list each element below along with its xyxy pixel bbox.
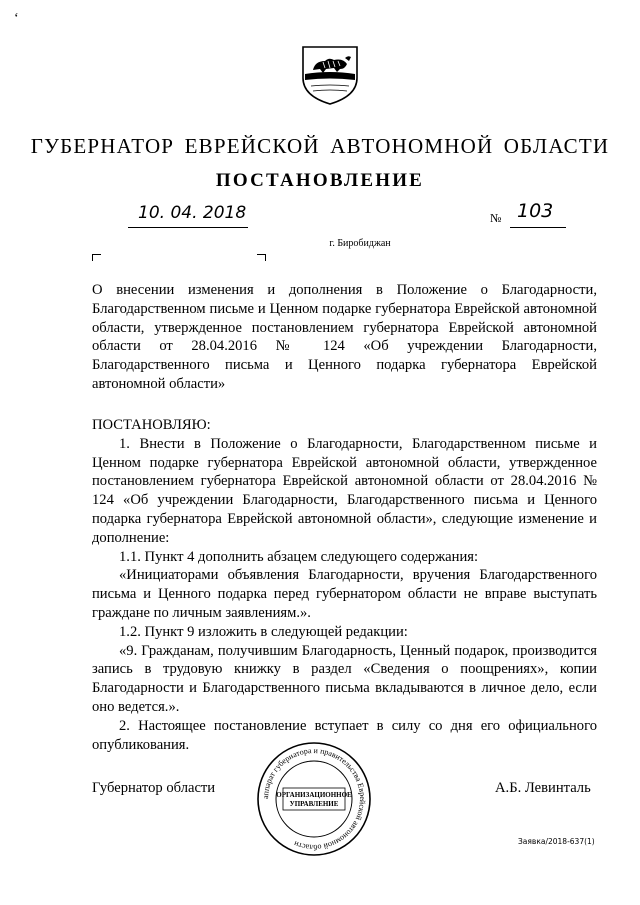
corner-mark: ‘ bbox=[14, 11, 19, 26]
decree-date: 10. 04. 2018 bbox=[138, 203, 247, 223]
subject-bracket-left bbox=[92, 254, 101, 261]
stamp-ring-text: аппарат губернатора и правительства Еврейской автономной области bbox=[260, 745, 368, 853]
decree-number: 103 bbox=[517, 200, 554, 222]
number-prefix: № bbox=[490, 211, 502, 225]
paragraph-1-1-text: «Инициаторами объявления Благодарности, вручения Благодарственного письма и Ценного подарка перед губернатором области не вправе выступать граждане по личным заявлениям.». bbox=[92, 567, 597, 621]
governor-title: ГУБЕРНАТОР ЕВРЕЙСКОЙ АВТОНОМНОЙ ОБЛАСТИ bbox=[30, 134, 610, 158]
decree-subject: О внесении изменения и дополнения в Положение о Благодарности, Благодарственном письме и Ценном подарке губернатора Еврейской автономной области, утвержденное постановлением губернатора Еврейской автономной области от 28.04.2016 № 124 «Об учреждении Благодарности, Благодарственного письма и Ценного подарка губернатора Еврейской автономной области» bbox=[92, 282, 597, 392]
subject-bracket-right bbox=[257, 254, 266, 261]
paragraph-1-1: 1.1. Пункт 4 дополнить абзацем следующего содержания: bbox=[119, 548, 479, 565]
coat-of-arms-icon bbox=[299, 44, 361, 106]
resolve-heading: ПОСТАНОВЛЯЮ: bbox=[92, 417, 211, 433]
official-stamp bbox=[255, 740, 373, 858]
signatory-position: Губернатор области bbox=[92, 780, 216, 796]
paragraph-1-2-text: «9. Гражданам, получившим Благодарность, Ценный подарок, производится запись в трудовую книжку в раздел «Сведения о поощрениях», копии Благодарности и Благодарственного письма вкладываются в личное дело, если оно ведется.». bbox=[92, 642, 597, 715]
paragraph-2: 2. Настоящее постановление вступает в силу со дня его официального опубликования. bbox=[92, 717, 597, 753]
stamp-center-line-1: ОРГАНИЗАЦИОННОЕ bbox=[276, 791, 352, 799]
paragraph-1-2: 1.2. Пункт 9 изложить в следующей редакции: bbox=[119, 623, 408, 640]
city: г. Биробиджан bbox=[329, 238, 391, 249]
signatory-name: А.Б. Левинталь bbox=[495, 780, 591, 796]
decree-body bbox=[92, 416, 597, 754]
paragraph-1: 1. Внести в Положение о Благодарности, Благодарственном письме и Ценном подарке губернатора Еврейской автономной области, утвержденное постановлением губернатора Еврейской автономной области от 28.04.2016 № 124 «Об учреждении Благодарности, Благодарственного письма и Ценного подарка губернатора Еврейской автономной области», следующие изменение и дополнение: bbox=[92, 435, 597, 546]
stamp-center-line-2: УПРАВЛЕНИЕ bbox=[289, 800, 339, 808]
footer-note: Заявка/2018-637(1) bbox=[518, 837, 595, 846]
decree-title: ПОСТАНОВЛЕНИЕ bbox=[215, 170, 425, 191]
